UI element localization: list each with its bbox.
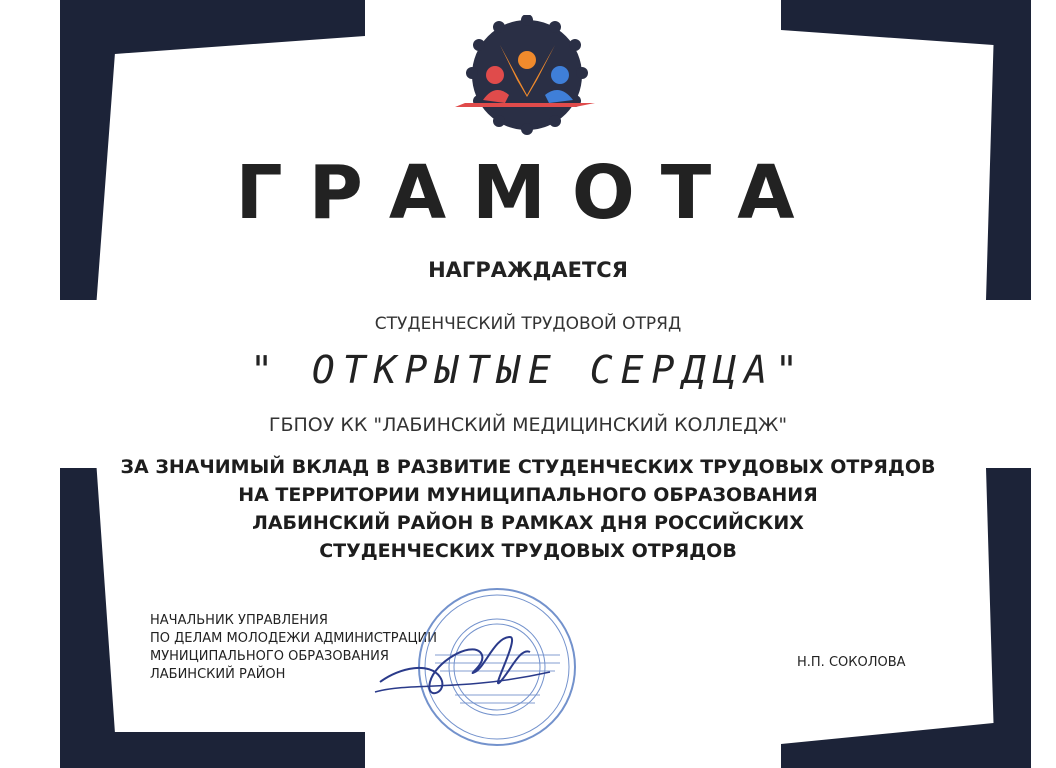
organization-type: СТУДЕНЧЕСКИЙ ТРУДОВОЙ ОТРЯД — [374, 314, 682, 334]
student-brigades-logo-icon — [445, 15, 610, 135]
organization-name: " ОТКРЫТЫЕ СЕРДЦА" — [250, 348, 806, 392]
signature-icon — [370, 622, 580, 717]
award-reason-line: ЗА ЗНАЧИМЫЙ ВКЛАД В РАЗВИТИЕ СТУДЕНЧЕСКИХ ТРУДОВЫХ ОТРЯДОВ — [120, 456, 936, 478]
signatory-title-line: ПО ДЕЛАМ МОЛОДЕЖИ АДМИНИСТРАЦИИ — [150, 631, 437, 646]
signatory-title-line: ЛАБИНСКИЙ РАЙОН — [150, 667, 286, 682]
signatory-name: Н.П. СОКОЛОВА — [797, 655, 906, 670]
signatory-title-line: НАЧАЛЬНИК УПРАВЛЕНИЯ — [150, 613, 328, 628]
signatory-title-line: МУНИЦИПАЛЬНОГО ОБРАЗОВАНИЯ — [150, 649, 389, 664]
award-reason — [0, 453, 1056, 565]
award-reason-line: СТУДЕНЧЕСКИХ ТРУДОВЫХ ОТРЯДОВ — [319, 540, 737, 562]
award-reason-line: ЛАБИНСКИЙ РАЙОН В РАМКАХ ДНЯ РОССИЙСКИХ — [252, 512, 804, 534]
award-reason-line: НА ТЕРРИТОРИИ МУНИЦИПАЛЬНОГО ОБРАЗОВАНИЯ — [238, 484, 818, 506]
certificate-title: ГРАМОТА — [235, 150, 821, 236]
awarded-label: НАГРАЖДАЕТСЯ — [428, 258, 628, 282]
college-name: ГБПОУ КК "ЛАБИНСКИЙ МЕДИЦИНСКИЙ КОЛЛЕДЖ" — [268, 414, 788, 436]
